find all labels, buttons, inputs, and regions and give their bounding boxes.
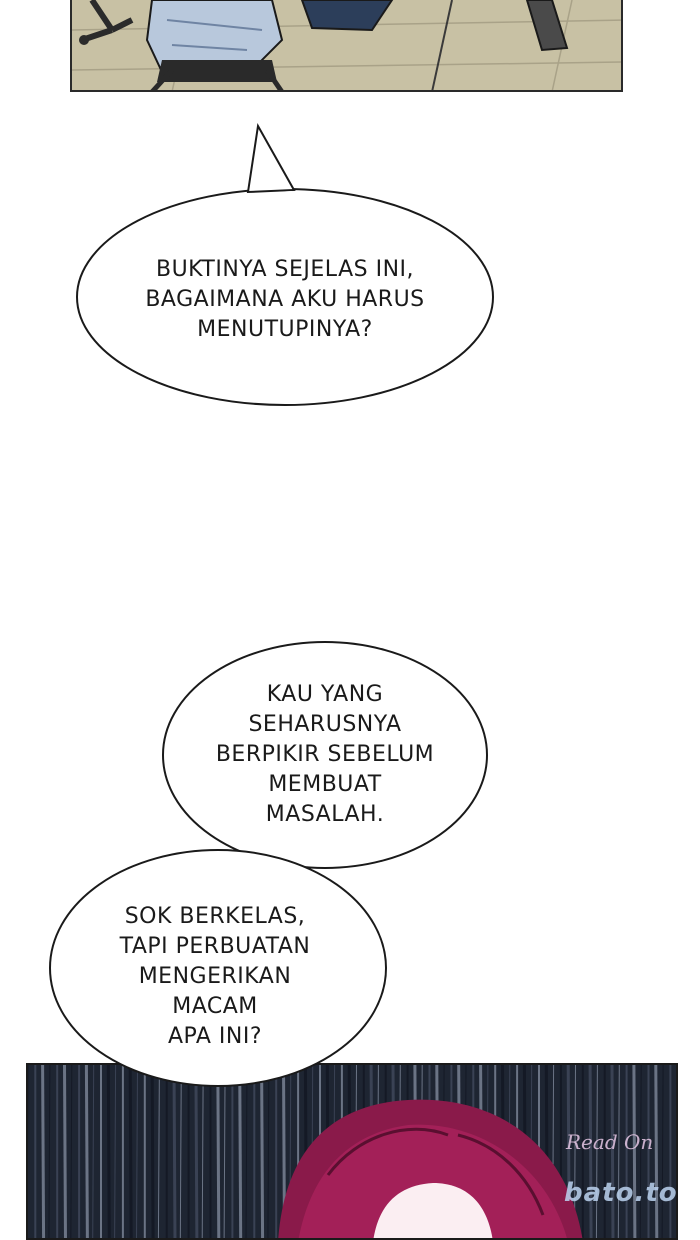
speech-bubble-3-text: SOK BERKELAS, TAPI PERBUATAN MENGERIKAN MACAM APA INI? xyxy=(119,904,311,1049)
watermark-site-text: bato.to xyxy=(564,1178,678,1208)
watermark-script-text: Read On xyxy=(566,1130,654,1154)
watermark xyxy=(560,1130,680,1220)
speech-bubble-2-text: KAU YANG SEHARUSNYA BERPIKIR SEBELUM MEMBUAT MASALAH. xyxy=(215,682,435,827)
speech-bubble-1-text: BUKTINYA SEJELAS INI, BAGAIMANA AKU HARUS MENUTUPINYA? xyxy=(145,257,425,342)
